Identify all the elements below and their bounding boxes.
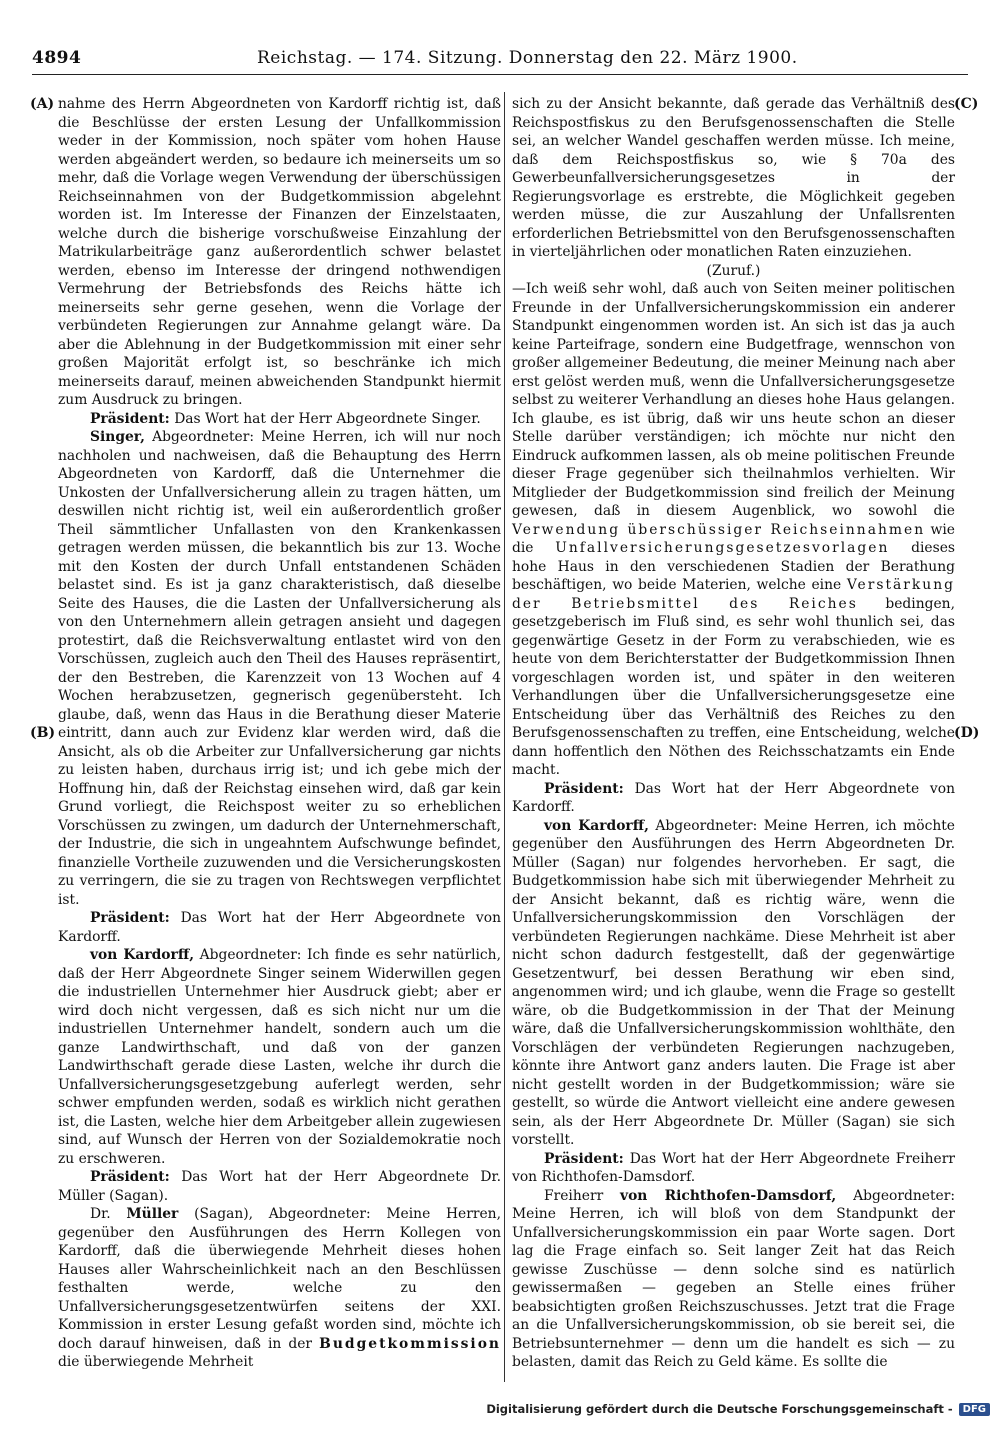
speech-text: Abgeordneter: Ich finde es sehr natürlich, daß der Herr Abgeordnete Singer seinem Widerwillen gegen die industriellen Unternehmer hier Ausdruck giebt; aber er wird doch nicht vergessen, daß es sich nicht nur um die industriellen Unternehmer handelt, sondern auch um die ganze Landwirthschaft, und daß von der ganzen Landwirthschaft gerade diese Lasten, welche ihr durch die Unfallversicherungsgesetzgebung auferlegt werden, sehr schwer empfunden werden, sodaß es wirklich nicht gerathen ist, die Lasten, welche hier dem Arbeitgeber allein zugewiesen sind, auf Wunsch der Herren von der Sozialdemokratie noch zu erschweren. [58, 947, 501, 1167]
margin-marker-d: (D) [954, 725, 980, 741]
speech-text: die überwiegende Mehrheit [58, 1354, 254, 1370]
speech-text: Das Wort hat der Herr Abgeordnete Dr. Müller (Sagan). [58, 1169, 501, 1204]
header-rule [32, 74, 968, 75]
speech-text: Abgeordneter: Meine Herren, ich möchte gegenüber den Ausführungen des Herrn Abgeordneten Dr. Müller (Sagan) nur folgendes hervorheben. Er sagt, die Budgetkommission habe sich mit überwiegender Mehrheit zu der Ansicht bekannt, daß es richtig wäre, wenn die Unfallversicherungskommission den Vorschlägen der verbündeten Regierungen nachkäme. Diese Mehrheit ist aber nicht schon dadurch festgestellt, daß der gegenwärtige Gesetzentwurf, bei dessen Berathung wir eben sind, angenommen wird; und ich glaube, wenn die Frage so gestellt wäre, ob die Budgetkommission in der That der Meinung wäre, daß die Unfallversicherungskommission wohlthäte, den Vorschlägen der verbündeten Regierungen nachzugeben, könnte ihre Antwort ganz anders lauten. Die Frage ist aber nicht gestellt worden in der Budgetkommission; wäre sie gestellt, so würde die Antwort vielleicht eine andere gewesen sein, als der Herr Abgeordnete Dr. Müller (Sagan) sie sich vorstellt. [512, 817, 955, 1148]
digitization-credit [486, 1402, 990, 1416]
emphasis-text: Verwendung überschüssiger Reichseinnahmen [512, 521, 926, 538]
emphasis-text: Verstärkung der Betriebsmittel des Reiches [512, 577, 955, 612]
speaker-name: Singer, [90, 429, 145, 445]
speaker-name: von Kardorff, [544, 817, 649, 834]
credit-text: Digitalisierung gefördert durch die Deutsche Forschungsgemeinschaft - [486, 1402, 953, 1416]
paragraph [512, 780, 955, 817]
emphasis-text: Unfallversicherungsgesetzesvorlagen [555, 540, 890, 556]
speech-text: Das Wort hat der Herr Abgeordnete Singer. [169, 410, 481, 427]
speaker-name: von Richthofen-Damsdorf, [620, 1187, 837, 1204]
speech-text: bedingen, gesetzgeberisch im Fluß sind, es sehr wohl thunlich sei, das gegenwärtige Gesetz in der Form zu verabschieden, wie es heute von dem Berichterstatter der Budgetkommission Ihnen vorgeschlagen worden ist, und später in den weiteren Verhandlungen über die Unfallversicherungsgesetze eine Entscheidung über das Verhältniß des Reiches zu den Berufsgenossenschaften zu treffen, eine Entscheidung, welche dann hoffentlich den Nöthen des Reichsschatzamts ein Ende macht. [512, 595, 955, 778]
speaker-name: Präsident: [90, 1169, 170, 1185]
speech-text: Das Wort hat der Herr Abgeordnete von Kardorff. [58, 910, 501, 945]
paragraph [58, 410, 501, 429]
speech-text: wie die [512, 521, 955, 556]
speech-text: Das Wort hat der Herr Abgeordnete Freiherr von Richthofen-Damsdorf. [512, 1150, 955, 1185]
page-header [32, 44, 968, 74]
paragraph: nahme des Herrn Abgeordneten von Kardorff richtig ist, daß die Beschlüsse der ersten Lesung der Unfallkommission weder in der Kommission, noch später vom hohen Hause werden abgeändert werden, so bedaure ich meinerseits um so mehr, daß die Vorlage wegen Verwendung der überschüssigen Reichseinnahmen von der Budgetkommission abgelehnt worden ist. Im Interesse der Finanzen der Einzelstaaten, welche durch die bisherige vorschußweise Einzahlung der Matrikularbeiträge ganz außerordentlich schwer belastet werden, ebenso im Interesse der dringend nothwendigen Vermehrung der Betriebsfonds des Reichs hätte ich meinerseits sehr gerne gesehen, wenn die Vorlage der verbündeten Regierungen zur Annahme gelangt wäre. Da aber die Ablehnung in der Budgetkommission mit einer sehr großen Majorität erfolgt ist, so beschränke ich mich meinerseits darauf, meinen abweichenden Standpunkt hiermit zum Ausdruck zu bringen. [58, 96, 501, 408]
page-number: 4894 [32, 48, 82, 68]
right-column [512, 95, 955, 1372]
dfg-logo: DFG [959, 1403, 990, 1416]
speaker-name: Präsident: [544, 780, 624, 797]
paragraph [58, 946, 501, 1168]
speech-text: Das Wort hat der Herr Abgeordnete von Kardorff. [512, 780, 955, 815]
emphasis-text: Budgetkommission [319, 1335, 501, 1352]
paragraph [512, 1150, 955, 1187]
speech-text: Abgeordneter: Meine Herren, ich will bloß von dem Standpunkt der Unfallversicherungskommission ein paar Worte sagen. Dort lag die Frage einfach so. Seit langer Zeit hat das Reich gewisse Zuschüsse — denn solche sind es natürlich gewissermaßen — gegeben an Stelle eines früher beabsichtigten großen Reichszuschusses. Jetzt trat die Frage an die Unfallversicherungskommission, ob sie bereit sei, die Betriebsunternehmer — denn um die handelt es sich — zu belasten, damit das Reich zu Geld käme. Es sollte die [512, 1187, 955, 1370]
speaker-name: Präsident: [90, 410, 170, 427]
paragraph [58, 1168, 501, 1205]
margin-marker-b: (B) [30, 725, 56, 741]
speech-text: (Sagan), Abgeordneter: Meine Herren, gegenüber den Ausführungen des Herrn Kollegen von Kardorff, daß die überwiegende Mehrheit dieses hohen Hauses aller Wahrscheinlichkeit nach an den Beschlüssen festhalten werde, welche zu den Unfallversicherungsgesetzentwürfen seitens der XXI. Kommission in erster Lesung gefaßt worden sind, möchte ich doch darauf hinweisen, daß in der [58, 1206, 501, 1352]
paragraph [58, 909, 501, 946]
paragraph [58, 428, 501, 909]
speaker-name: von Kardorff, [90, 947, 195, 963]
left-column [58, 95, 501, 1372]
speaker-title: Freiherr [544, 1187, 621, 1204]
speaker-title: Dr. [90, 1206, 127, 1222]
paragraph: sich zu der Ansicht bekannte, daß gerade das Verhältniß des Reichspostfiskus zu den Berufsgenossenschaften die Stelle sei, an welcher Wandel geschaffen werden müsse. Ich meine, daß dem Reichspostfiskus so, wie § 70a des Gewerbeunfallversicherungsgesetzes in der Regierungsvorlage es erstrebte, die Möglichkeit gegeben werden müsse, die zur Auszahlung der Unfallsrenten erforderlichen Betriebsmittel von den Berufsgenossenschaften in vierteljährlichen oder monatlichen Raten einzuziehen. [512, 96, 955, 260]
paragraph [512, 280, 955, 780]
paragraph [512, 1187, 955, 1372]
speaker-name: Präsident: [90, 910, 170, 926]
column-divider [504, 92, 505, 1382]
paragraph [512, 817, 955, 1150]
speech-text: dieses hohe Haus in den verschiedenen Stadien der Berathung beschäftigen, wo beide Materien, welche eine [512, 540, 955, 593]
interjection: (Zuruf.) [706, 262, 761, 279]
running-title: Reichstag. — 174. Sitzung. Donnerstag den 22. März 1900. [257, 48, 798, 68]
paragraph [58, 1205, 501, 1372]
speech-text: —Ich weiß sehr wohl, daß auch von Seiten meiner politischen Freunde in der Unfallversicherungskommission ein anderer Standpunkt eingenommen worden ist. An sich ist das ja auch keine Parteifrage, sondern eine Budgetfrage, wennschon von großer allgemeiner Bedeutung, die meiner Meinung nach aber erst gelöst werden muß, wenn die Unfallversicherungsgesetze selbst zu weiterer Verhandlung an dieses hohe Haus gelangen. Ich glaube, es ist übrig, daß wir uns heute schon an dieser Stelle darüber verständigen; ich möchte nur nicht den Eindruck aufkommen lassen, als ob meine politischen Freunde dieser Frage gegenüber sich theilnahmlos verhielten. Wir Mitglieder der Budgetkommission sind freilich der Meinung gewesen, daß in diesem Augenblick, wo sowohl die [512, 281, 955, 519]
margin-marker-c: (C) [954, 96, 979, 112]
margin-marker-a: (A) [30, 96, 55, 112]
speaker-name: Präsident: [544, 1150, 624, 1167]
speech-text: Abgeordneter: Meine Herren, ich will nur noch nachholen und nachweisen, daß die Behauptung des Herrn Abgeordneten von Kardorff, daß die Unternehmer die Unkosten der Unfallversicherung allein zu tragen hätten, um deswillen nicht richtig ist, weil ein außerordentlich großer Theil sämmtlicher Unfallasten von den Krankenkassen getragen werden müssen, die bekanntlich bis zur 13. Woche mit den Kosten der durch Unfall entstandenen Schäden belastet sind. Es ist ja ganz charakteristisch, daß dieselbe Seite des Hauses, die die Lasten der Unfallversicherung als von den Unternehmern allein getragen ansieht und dagegen protestirt, daß die Reichsverwaltung entlastet wird von den Vorschüssen, zugleich auch den Theil des Hauses repräsentirt, der den Bestreben, die Karenzzeit von 13 Wochen auf 4 Wochen herabzusetzen, gegnerisch gegenübersteht. Ich glaube, daß, wenn das Haus in die Berathung dieser Materie eintritt, dann auch zur Evidenz klar werden wird, daß die Ansicht, als ob die Arbeiter zur Unfallversicherung gar nichts zu leisten haben, durchaus irrig ist; und ich gebe mich der Hoffnung hin, daß der Reichstag einsehen wird, daß gar kein Grund vorliegt, die Reichspost weiter zu so erheblichen Vorschüssen zu zwingen, um dadurch der Unternehmerschaft, der Industrie, die sich in ungeahntem Aufschwunge befindet, finanzielle Vortheile zuzuwenden und die Versicherungskosten zu verringern, die sie zu tragen von Rechtswegen verpflichtet ist. [58, 429, 501, 908]
speaker-name: Müller [126, 1206, 179, 1222]
